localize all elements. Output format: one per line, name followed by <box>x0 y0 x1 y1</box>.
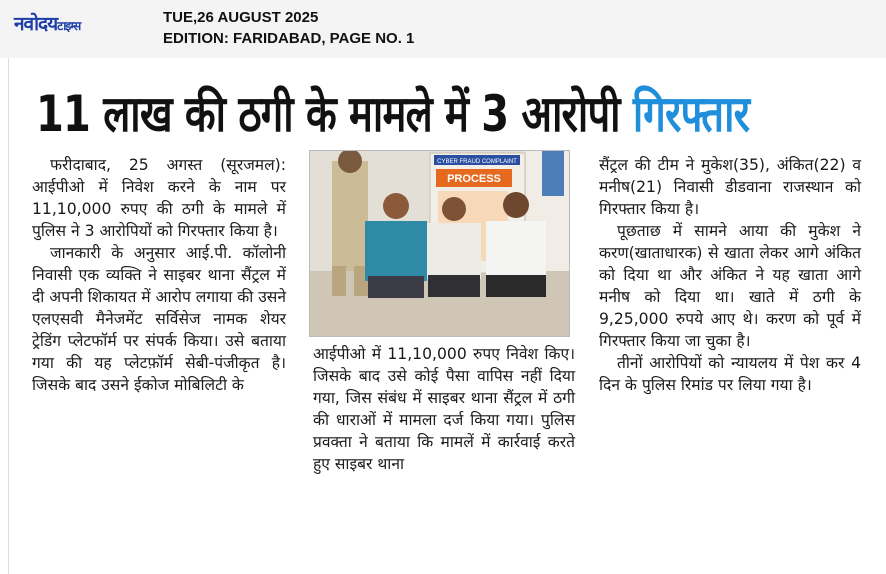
article-column-1 <box>32 154 286 396</box>
paragraph: सैंट्रल की टीम ने मुकेश(35), अंकित(22) व मनीष(21) निवासी डीडवाना राजस्थान को गिरफ्तार किया है। <box>599 156 861 218</box>
article-column-3 <box>599 154 861 396</box>
newspaper-logo[interactable]: नवोदयटाइम्स <box>14 13 81 35</box>
paragraph: जानकारी के अनुसार आई.पी. कॉलोनी निवासी एक व्यक्ति ने साइबर थाना सैंट्रल में दी अपनी शिकायत में आरोप लगाया की उसने एलएसवी मैनेजमेंट सर्विसेज नामक शेयर ट्रेडिंग प्लेटफॉर्म पर संपर्क किया। उसे बताया गया की यह प्लेटफ़ॉर्म सेबी-पंजीकृत है। जिसके बाद उसने ईकोज मोबिलिटी के <box>32 244 286 394</box>
page-edge <box>8 58 9 574</box>
paragraph: पूछताछ में सामने आया की मुकेश ने करण(खाताधारक) से खाता लेकर आगे अंकित को दिया था और अंकित ने यह खाता आगे मनीष को दिया था। खाते में ठगी के 9,25,000 रुपये आए थे। करण को पूर्व में गिरफ्तार किया जा चुका है। <box>599 222 861 350</box>
paragraph: आईपीओ में 11,10,000 रुपए निवेश किए। जिसके बाद उसे कोई पैसा वापिस नहीं दिया गया, जिस संबंध में साइबर थाना सैंट्रल में ठगी की धाराओं में मामला दर्ज किया गया। पुलिस प्रवक्ता ने बताया कि मामलें में कार्रवाई करते हुए साइबर थाना <box>313 345 575 473</box>
paragraph: तीनों आरोपियों को न्यायलय में पेश कर 4 दिन के पुलिस रिमांड पर लिया गया है। <box>599 354 861 394</box>
masthead-bar <box>0 0 886 58</box>
article-column-2 <box>313 343 575 475</box>
poster-word: PROCESS <box>447 173 501 185</box>
article-headline: 11 लाख की ठगी के मामले में 3 आरोपी गिरफ्तार <box>36 85 750 143</box>
paragraph: फरीदाबाद, 25 अगस्त (सूरजमल): आईपीओ में निवेश करने के नाम पर 11,10,000 रुपए की ठगी के मामले में पुलिस ने 3 आरोपियों को गिरफ्तार किया है। <box>32 156 286 240</box>
edition-info: EDITION: FARIDABAD, PAGE NO. 1 <box>163 30 415 47</box>
news-photo <box>309 150 570 337</box>
edition-date: TUE,26 AUGUST 2025 <box>163 9 319 26</box>
poster-title: CYBER FRAUD COMPLAINT <box>437 159 517 165</box>
photo-illustration <box>310 151 569 336</box>
